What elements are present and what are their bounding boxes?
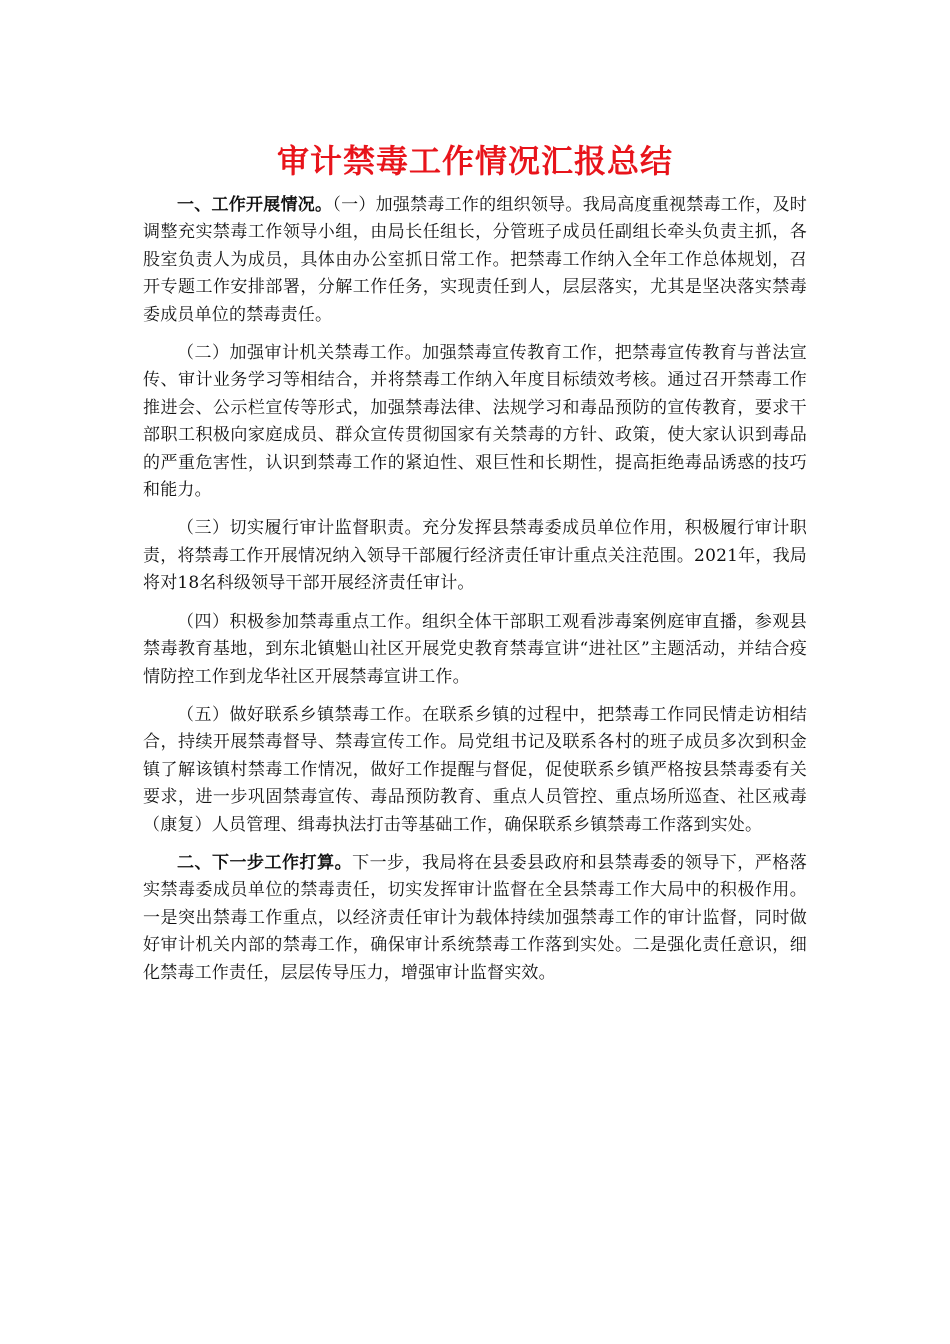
paragraph-4	[143, 609, 807, 691]
paragraph-text: 下一步，我局将在县委县政府和县禁毒委的领导下，严格落实禁毒委成员单位的禁毒责任，切实发挥审计监督在全县禁毒工作大局中的积极作用。一是突出禁毒工作重点，以经济责任审计为载体持续加强禁毒工作的审计监督，同时做好审计机关内部的禁毒工作，确保审计系统禁毒工作落到实处。二是强化责任意识，细化禁毒工作责任，层层传导压力，增强审计监督实效。	[143, 852, 808, 983]
document-title: 审计禁毒工作情况汇报总结	[276, 142, 673, 180]
paragraph-3	[143, 515, 807, 597]
paragraph-5	[143, 702, 807, 839]
section-heading-1: 一、工作开展情况。	[177, 195, 333, 215]
paragraph-2	[143, 340, 807, 504]
paragraph-text: （二）加强审计机关禁毒工作。加强禁毒宣传教育工作，把禁毒宣传教育与普法宣传、审计业务学习等相结合，并将禁毒工作纳入年度目标绩效考核。通过召开禁毒工作推进会、公示栏宣传等形式，加强禁毒法律、法规学习和毒品预防的宣传教育，要求干部职工积极向家庭成员、群众宣传贯彻国家有关禁毒的方针、政策，使大家认识到毒品的严重危害性，认识到禁毒工作的紧迫性、艰巨性和长期性，提高拒绝毒品诱惑的技巧和能力。	[143, 343, 807, 501]
paragraph-6	[143, 850, 807, 987]
paragraph-text: （三）切实履行审计监督职责。充分发挥县禁毒委成员单位作用，积极履行审计职责，将禁毒工作开展情况纳入领导干部履行经济责任审计重点关注范围。2021年，我局将对18名科级领导干部开展经济责任审计。	[143, 518, 807, 594]
paragraph-text: （一）加强禁毒工作的组织领导。我局高度重视禁毒工作，及时调整充实禁毒工作领导小组，由局长任组长，分管班子成员任副组长牵头负责主抓，各股室负责人为成员，具体由办公室抓日常工作。把禁毒工作纳入全年工作总体规划，召开专题工作安排部署，分解工作任务，实现责任到人，层层落实，尤其是坚决落实禁毒委成员单位的禁毒责任。	[143, 195, 807, 325]
section-heading-2: 二、下一步工作打算。	[177, 852, 353, 873]
paragraph-text: （五）做好联系乡镇禁毒工作。在联系乡镇的过程中，把禁毒工作同民情走访相结合，持续开展禁毒督导、禁毒宣传工作。局党组书记及联系各村的班子成员多次到积金镇了解该镇村禁毒工作情况，做好工作提醒与督促，促使联系乡镇严格按县禁毒委有关要求，进一步巩固禁毒宣传、毒品预防教育、重点人员管控、重点场所巡查、社区戒毒（康复）人员管理、缉毒执法打击等基础工作，确保联系乡镇禁毒工作落到实处。	[143, 704, 807, 835]
paragraph-text: （四）积极参加禁毒重点工作。组织全体干部职工观看涉毒案例庭审直播，参观县禁毒教育基地，到东北镇魁山社区开展党史教育禁毒宣讲“进社区”主题活动，并结合疫情防控工作到龙华社区开展禁毒宣讲工作。	[143, 611, 807, 687]
document-body	[143, 192, 807, 998]
paragraph-1	[143, 192, 807, 329]
